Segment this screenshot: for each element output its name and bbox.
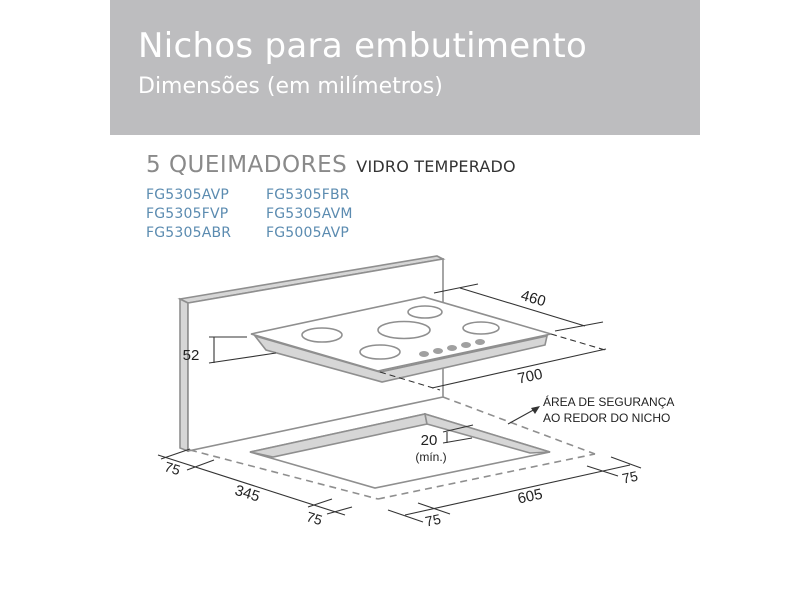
knob-icon bbox=[433, 348, 443, 354]
dim-niche-side-depth: 345 bbox=[232, 481, 262, 506]
dim-margin-front-right: 75 bbox=[423, 510, 443, 530]
knob-icon bbox=[447, 345, 457, 351]
dim-niche-depth-min: 20 bbox=[420, 432, 438, 449]
model-code: FG5305ABR bbox=[146, 225, 232, 241]
dim-niche-depth-note: (mín.) bbox=[415, 450, 447, 464]
glass-label: VIDRO TEMPERADO bbox=[356, 157, 516, 176]
safety-area-label: ÁREA DE SEGURANÇA bbox=[543, 395, 675, 409]
knob-icon bbox=[419, 351, 429, 357]
dim-margin-front-left: 75 bbox=[304, 508, 325, 529]
dim-niche-width: 605 bbox=[516, 485, 545, 508]
model-code: FG5305FBR bbox=[266, 187, 350, 203]
arrow-icon bbox=[531, 406, 540, 414]
model-code: FG5005AVP bbox=[266, 225, 350, 241]
dim-cooktop-depth: 460 bbox=[518, 287, 548, 311]
model-code: FG5305FVP bbox=[146, 206, 229, 222]
dim-cooktop-height: 52 bbox=[182, 347, 200, 364]
dim-margin-back-left: 75 bbox=[162, 458, 183, 479]
dim-margin-right: 75 bbox=[620, 467, 640, 487]
page-title: Nichos para embutimento bbox=[138, 26, 588, 66]
dim-cooktop-width: 700 bbox=[516, 365, 545, 388]
page-subtitle: Dimensões (em milímetros) bbox=[138, 74, 443, 99]
model-code: FG5305AVM bbox=[266, 206, 353, 222]
knob-icon bbox=[461, 342, 471, 348]
safety-area-label: AO REDOR DO NICHO bbox=[543, 411, 671, 425]
burners-label: 5 QUEIMADORES bbox=[146, 152, 348, 178]
model-code: FG5305AVP bbox=[146, 187, 230, 203]
knob-icon bbox=[475, 339, 485, 345]
